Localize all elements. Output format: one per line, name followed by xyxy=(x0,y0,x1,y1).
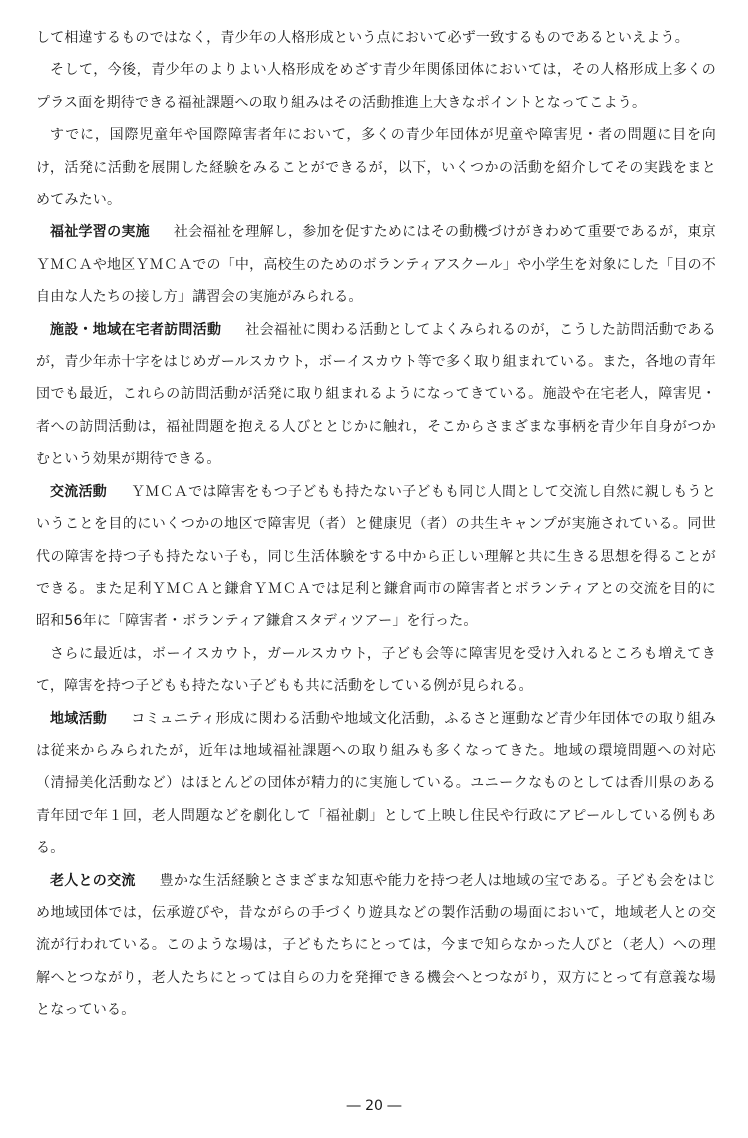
section-title: 老人との交流 xyxy=(50,872,136,889)
paragraph-2: そして，今後，青少年のよりよい人格形成をめざす青少年関係団体においては，その人格形成上多くのプラス面を期待できる福祉課題への取り組みはその活動推進上大きなポイントとなってこよう。 xyxy=(36,62,716,111)
section-title: 福祉学習の実施 xyxy=(50,224,150,241)
section-elderly xyxy=(36,865,716,1027)
section-text: 社会福祉を理解し，参加を促すためにはその動機づけがきわめて重要であるが，東京ＹＭＣＡや地区ＹＭＣＡでの「中，高校生のためのボランティアスクール」や小学生を対象にした「目の不自由な人たちの接し方」講習会の実施がみられる。 xyxy=(36,224,716,306)
page-number: ― 20 ― xyxy=(346,1098,402,1114)
section-home-visits xyxy=(36,314,716,476)
section-welfare-learning xyxy=(36,216,716,313)
section-exchange xyxy=(36,476,716,638)
section-title: 地域活動 xyxy=(50,710,108,727)
paragraph-1: して相違するものではなく，青少年の人格形成という点において必ず一致するものであるといえよう。 xyxy=(36,30,689,46)
section-text: 社会福祉に関わる活動としてよくみられるのが，こうした訪問活動であるが，青少年赤十字をはじめガールスカウト，ボーイスカウト等で多く取り組まれている。また，各地の青年団でも最近，これらの訪問活動が活発に取り組まれるようになってきている。施設や在宅老人，障害児・者への訪問活動は，福祉問題を抱える人びととじかに触れ，そこからさまざまな事柄を青少年自身がつかむという効果が期待できる。 xyxy=(36,321,716,468)
section-community xyxy=(36,703,716,865)
section-text: 豊かな生活経験とさまざまな知恵や能力を持つ老人は地域の宝である。子ども会をはじめ地域団体では，伝承遊びや，昔ながらの手づくり遊具などの製作活動の場面において，地域老人との交流が行われている。このような場は，子どもたちにとっては，今まで知らなかった人びと（老人）への理解へとつながり，老人たちにとっては自らの力を発揮できる機会へとつながり，双方にとって有意義な場となっている。 xyxy=(36,872,716,1019)
section-text: ＹＭＣＡでは障害をもつ子どもも持たない子どもも同じ人間として交流し自然に親しもうということを目的にいくつかの地区で障害児（者）と健康児（者）の共生キャンプが実施されている。同世代の障害を持つ子も持たない子も，同じ生活体験をする中から正しい理解と共に生きる思想を得ることができる。また足利ＹＭＣＡと鎌倉ＹＭＣＡでは足利と鎌倉両市の障害者とボランティアとの交流を目的に昭和56年に「障害者・ボランティア鎌倉スタディツアー」を行った。 xyxy=(36,483,716,630)
section-title: 施設・地域在宅者訪問活動 xyxy=(50,321,222,338)
body-text xyxy=(36,22,716,1027)
paragraph-7: さらに最近は，ボーイスカウト，ガールスカウト，子ども会等に障害児を受け入れるところも増えてきて，障害を持つ子どもも持たない子どもも共に活動をしている例が見られる。 xyxy=(36,645,716,695)
section-text: コミュニティ形成に関わる活動や地域文化活動，ふるさと運動など青少年団体での取り組みは従来からみられたが，近年は地域福祉課題への取り組みも多くなってきた。地域の環境問題への対応（清掃美化活動など）はほとんどの団体が精力的に実施している。ユニークなものとしては香川県のある青年団で年１回，老人問題などを劇化して「福祉劇」として上映し住民や行政にアピールしている例もある。 xyxy=(36,710,716,857)
section-title: 交流活動 xyxy=(50,483,108,500)
paragraph-3: すでに，国際児童年や国際障害者年において，多くの青少年団体が児童や障害児・者の問題に目を向け，活発に活動を展開した経験をみることができるが，以下，いくつかの活動を紹介してその実践をまとめてみたい。 xyxy=(36,127,716,209)
